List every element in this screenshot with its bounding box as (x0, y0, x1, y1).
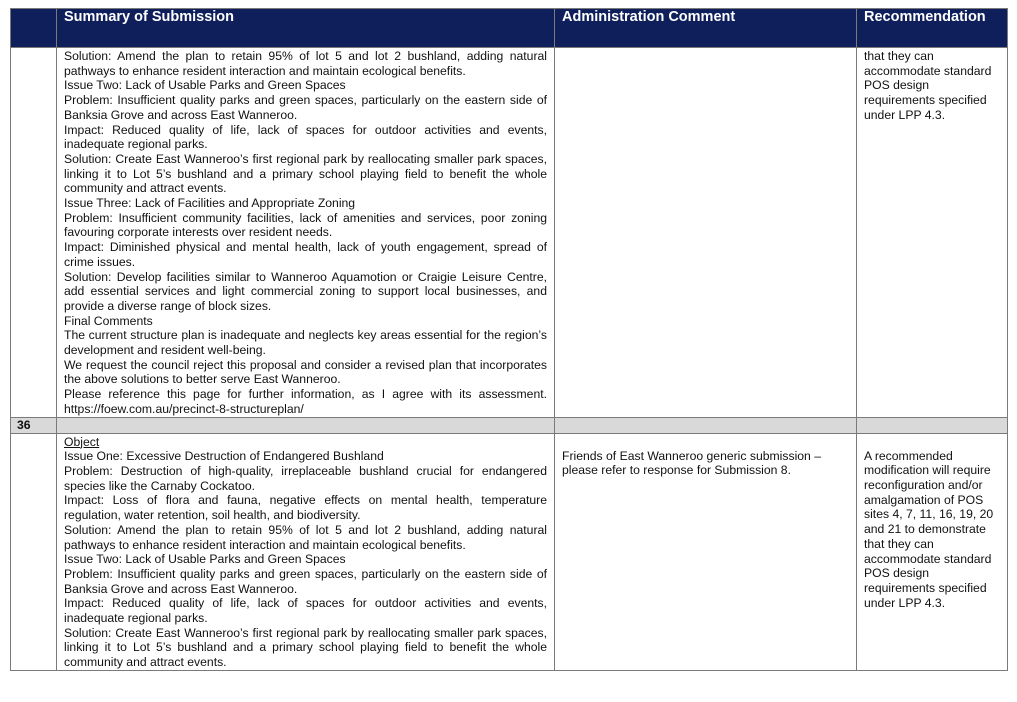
summary-cell (57, 433, 555, 670)
summary-line: Please reference this page for further information, as I agree with its assessment. https://foew.com.au/precinct-8-structureplan/ (64, 387, 547, 416)
recommendation-cell: that they can accommodate standard POS design requirements specified under LPP 4.3. (857, 48, 1008, 418)
summary-cell (57, 48, 555, 418)
summary-line: Solution: Create East Wanneroo’s first regional park by reallocating smaller park spaces, linking it to Lot 5’s bushland and a primary school playing field to benefit the whole community and attract events. (64, 151, 547, 196)
object-label: Object (64, 434, 100, 449)
summary-line: Solution: Create East Wanneroo’s first regional park by reallocating smaller park spaces, linking it to Lot 5’s bushland and a primary school playing field to benefit the whole community and attract events. (64, 625, 547, 670)
summary-line: Impact: Reduced quality of life, lack of spaces for outdoor activities and events, inadequate regional parks. (64, 596, 547, 626)
header-row (11, 9, 1008, 48)
summary-line: Problem: Insufficient quality parks and green spaces, particularly on the eastern side of Banksia Grove and across East Wanneroo. (64, 566, 547, 596)
header-summary: Summary of Submission (57, 9, 555, 48)
table-row-continued (11, 48, 1008, 418)
summary-line: The current structure plan is inadequate and neglects key areas essential for the region’s development and resident well-being. (64, 328, 547, 358)
row-number-cell (11, 433, 57, 670)
summary-line: We request the council reject this proposal and consider a revised plan that incorporates the above solutions to better serve East Wanneroo. (64, 357, 547, 387)
header-number (11, 9, 57, 48)
summary-line: Problem: Destruction of high-quality, irreplaceable bushland crucial for endangered species like the Carnaby Cockatoo. (64, 463, 547, 493)
summary-line: Problem: Insufficient quality parks and green spaces, particularly on the eastern side of Banksia Grove and across East Wanneroo. (64, 93, 547, 122)
summary-line: Solution: Amend the plan to retain 95% of lot 5 and lot 2 bushland, adding natural pathways to enhance resident interaction and maintain ecological benefits. (64, 522, 547, 552)
summary-line: Final Comments (64, 313, 153, 328)
admin-comment-cell: Friends of East Wanneroo generic submission – please refer to response for Submission 8. (555, 433, 857, 670)
summary-line: Problem: Insufficient community facilities, lack of amenities and services, poor zoning favouring corporate interests over resident needs. (64, 210, 547, 240)
admin-comment-cell (555, 48, 857, 418)
summary-line: Impact: Diminished physical and mental health, lack of youth engagement, spread of crime issues. (64, 240, 547, 269)
submissions-table (10, 8, 1008, 671)
summary-line: Solution: Amend the plan to retain 95% of lot 5 and lot 2 bushland, adding natural pathways to enhance resident interaction and maintain ecological benefits. (64, 49, 547, 78)
header-recommendation: Recommendation (857, 9, 1008, 48)
recommendation-cell: A recommended modification will require reconfiguration and/or amalgamation of POS sites 4, 7, 11, 16, 19, 20 and 21 to demonstrate that they can accommodate standard POS design requirements specified under LPP 4.3. (857, 433, 1008, 670)
summary-line: Issue One: Excessive Destruction of Endangered Bushland (64, 449, 384, 464)
row-number-cell (11, 48, 57, 418)
summary-line: Impact: Loss of flora and fauna, negative effects on mental health, temperature regulation, water retention, soil health, and biodiversity. (64, 493, 547, 523)
summary-line: Issue Two: Lack of Usable Parks and Green Spaces (64, 552, 346, 567)
header-admin-comment: Administration Comment (555, 9, 857, 48)
summary-line: Issue Two: Lack of Usable Parks and Green Spaces (64, 78, 346, 93)
table-row-36 (11, 433, 1008, 670)
submission-number-row (11, 417, 1008, 433)
submission-number: 36 (11, 417, 57, 433)
summary-line: Impact: Reduced quality of life, lack of spaces for outdoor activities and events, inadequate regional parks. (64, 122, 547, 152)
summary-line: Issue Three: Lack of Facilities and Appropriate Zoning (64, 196, 356, 211)
summary-line: Solution: Develop facilities similar to Wanneroo Aquamotion or Craigie Leisure Centre, add essential services and light commercial zoning to support local businesses, and provide a diverse range of block sizes. (64, 269, 547, 313)
